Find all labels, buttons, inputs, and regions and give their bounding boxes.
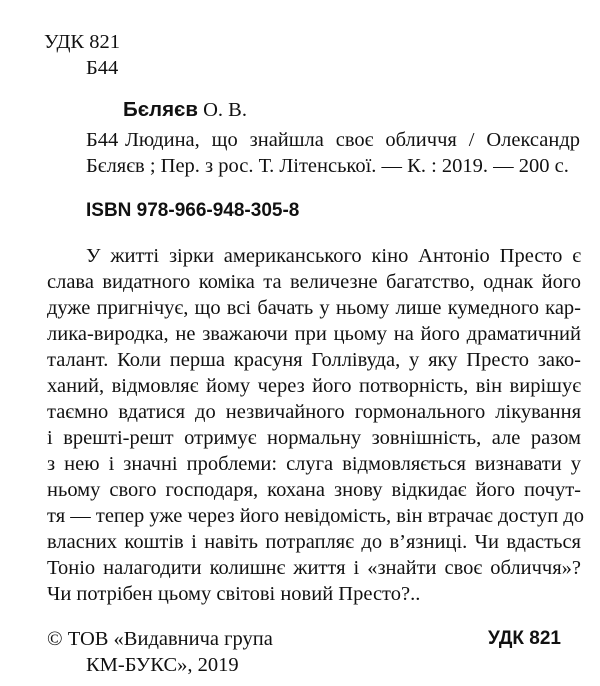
annotation-line: власних коштів і навіть потрапляє до в’язниці. Чи вдасться: [47, 531, 581, 553]
udk-bottom: УДК 821: [488, 628, 561, 649]
classification-code-top: Б44: [86, 57, 119, 79]
annotation-line: таємно вдатися до незвичайного гормонального лікування: [47, 401, 581, 423]
annotation-line: Тоніо налагодити колишнє життя і «знайти своє обличчя»?: [47, 557, 581, 579]
copyright-line-1: © ТОВ «Видавнича група: [47, 628, 273, 650]
bibliographic-line-1: Людина, що знайшла своє обличчя / Олександр: [125, 129, 580, 151]
annotation-line: ньому свого господаря, кохана знову відкидає його почут-: [47, 479, 581, 501]
annotation-line: слава видатного коміка та величезне багатство, однак його: [47, 271, 581, 293]
annotation-line: і врешті-решт отримує нормальну зовнішність, але разом: [47, 427, 581, 449]
author-surname: Бєляєв: [123, 98, 198, 121]
author-heading: [123, 100, 247, 121]
annotation-line: Чи потрібен цьому світові новий Престо?..: [47, 583, 421, 605]
bibliographic-code: Б44: [86, 129, 119, 151]
annotation-line: У житті зірки американського кіно Антоніо Престо є: [86, 245, 581, 267]
isbn: ISBN 978-966-948-305-8: [86, 200, 300, 221]
annotation-line: талант. Коли перша красуня Голлівуда, у яку Престо зако-: [47, 349, 581, 371]
udk-top: УДК 821: [44, 31, 120, 53]
annotation-line: ханий, відмовляє йому через його потворність, він вирішує: [47, 375, 581, 397]
bibliographic-line-2: Бєляєв ; Пер. з рос. Т. Літенської. — К. : 2019. — 200 с.: [86, 155, 569, 177]
annotation-line: дуже пригнічує, що всі бачать у ньому лише кумедного кар-: [47, 297, 581, 319]
annotation-line: з нею і значні проблеми: слуга відмовляється визнавати у: [47, 453, 581, 475]
annotation-line: лика-виродка, не зважаючи при цьому на його драматичний: [47, 323, 581, 345]
author-initials: О. В.: [197, 99, 247, 121]
annotation-line: тя — тепер уже через його невідомість, він втрачає доступ до: [47, 505, 584, 527]
copyright-line-2: КМ-БУКС», 2019: [86, 654, 239, 676]
